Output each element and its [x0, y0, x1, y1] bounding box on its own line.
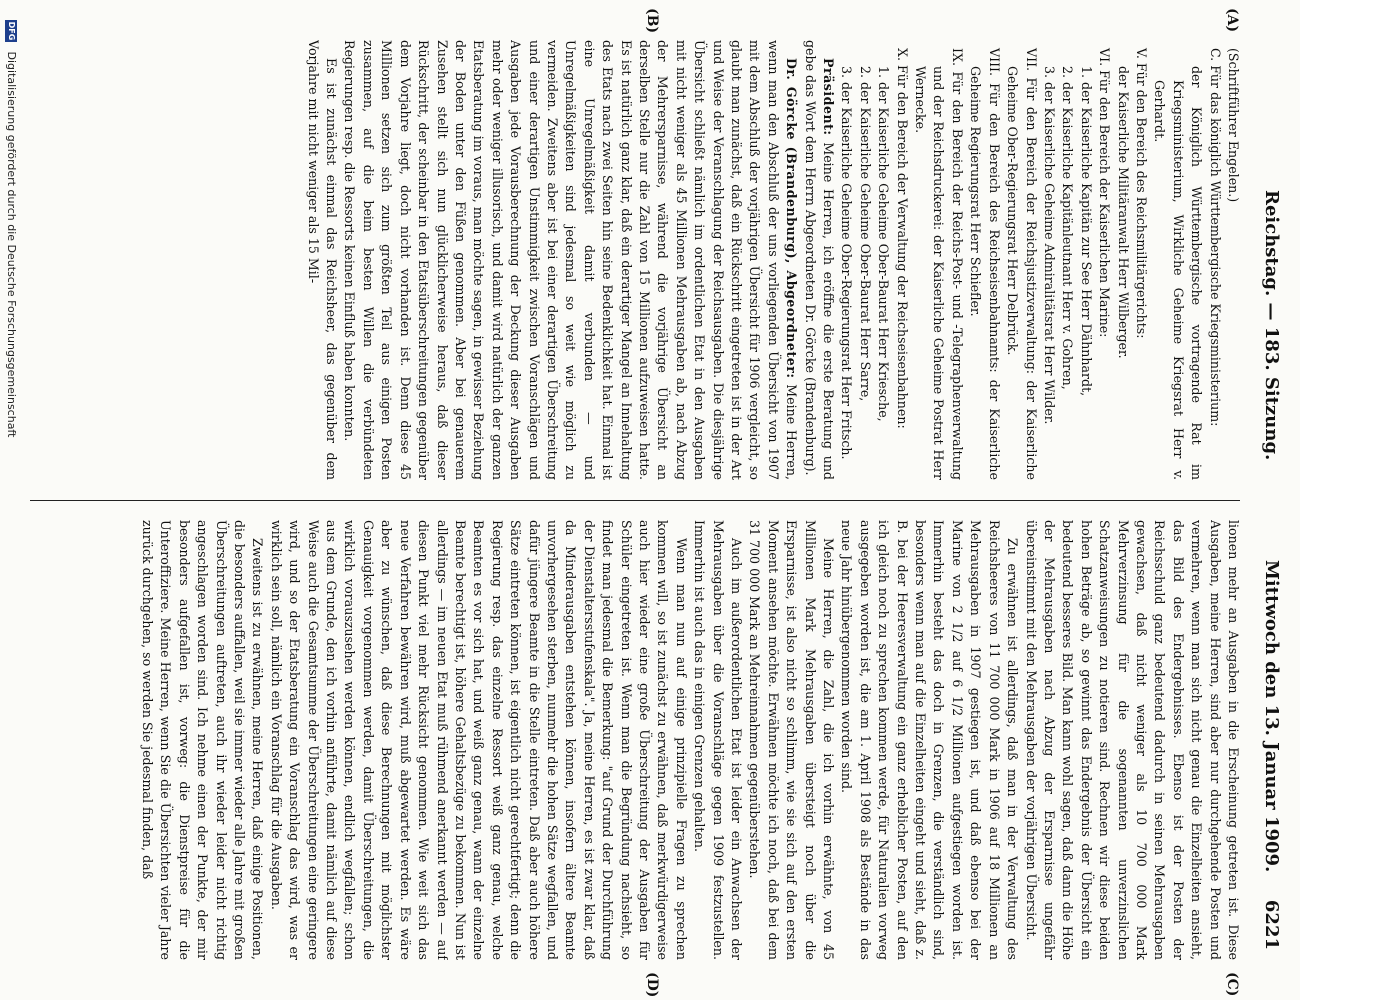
speech-paragraph: Auch im außerordentlichen Etat ist leider ein Anwachsen der Mehrausgaben über die Voranschläge gegen 1909 festzustellen. Immerhin ist auch das in einigen Grenzen gehalten. [692, 520, 745, 960]
page-number-right: 6221 [1261, 899, 1282, 950]
margin-letter-d: (D) [644, 972, 660, 998]
speech-paragraph: Zweitens ist zu erwähnen, meine Herren, daß einige Positionen, die besonders auffallen, weil sie immer wieder alle Jahre mit großen Überschreitungen auftreten, auch ihr wieder leider nicht richtig angeschlagen worden sind. Ich nehme einen der Punkte, der mir besonders aufgefallen ist, vorweg: die Dienstpreise für die Unteroffiziere. Meine Herren, wenn Sie die Übersichten vieler Jahre zurück durchgehen, so werden Sie jedesmal finden, daß [140, 520, 266, 960]
digitization-footer [2, 20, 18, 980]
speech-paragraph: Wenn man nun auf einige prinzipielle Fragen zu sprechen kommen will, so ist zunächst zu erwähnen, daß merkwürdigerweise auch hier wieder eine große Überschreitung der Ausgaben für Schüler eingetreten ist. Wenn man die Begründung nachsieht, so findet man jedesmal die Bemerkung: "auf Grund der Durchführung der Dienstaltersstufenskala". Ja, meine Herren, es ist zwar klar, daß da Minderausgaben entstehen können, insofern ältere Beamte unvorhergesehen sterben, nunmehr die hohen Sätze wegfallen, und dafür jüngere Beamte in die Stelle eintreten. Daß aber auch höhere Sätze eintreten können, ist eigentlich nicht gerechtfertigt; denn die Regierung resp. das einzelne Ressort weiß ganz genau, welche Beamten es vor sich hat, und weiß ganz genau, wann der einzelne Beamte berechtigt ist, höhere Gehaltsbezüge zu bekommen. Nun ist allerdings — im neuen Etat muß rühmend anerkannt werden — auf diesen Punkt viel mehr Rücksicht genommen. Wie weit sich das neue Verfahren bewähren wird, muß abgewartet werden. Es wäre aber zu wünschen, daß diese Berechnungen mit möglichster Genauigkeit vorgenommen werden, damit Überschreitungen, die wirklich vorauszusehen werden können, endlich wegfallen; schon aus dem Grunde, den ich vorhin anführte, damit nämlich auf diese Weise auch die Gesamtsumme der Überschreitungen eine geringere wird, und so der Etatsberatung ein Voranschlag das wird, was er wirklich sein soll, nämlich ein Voranschlag für die Ausgaben. [268, 520, 689, 960]
list-item: der Königlich Württembergische vortragende Rat im Kriegsministerium, Wirkliche Geheime Kriegsrat Herr v. Gerhardt. [1152, 66, 1205, 480]
list-item: 1. der Kaiserliche Kapitän zur See Herr Dähnhardt, [1078, 66, 1094, 397]
margin-letter-a: (A) [1224, 8, 1240, 33]
left-column [32, 40, 1242, 480]
list-item: 2. der Kaiserliche Kapitänleutnant Herr v. Gohren, [1060, 66, 1076, 390]
margin-letter-c: (C) [1224, 972, 1240, 997]
list-item: der Kaiserliche Militäranwalt Herr Wilberger. [1115, 66, 1131, 359]
margin-letter-b: (B) [644, 8, 660, 34]
column-divider [30, 500, 1240, 501]
list-item: IX. Für den Bereich der Reichs-Post- und -Telegraphenverwaltung und der Reichsdruckerei: der Kaiserliche Geheime Postrat Herr Wernecke. [913, 48, 965, 480]
speech-paragraph: Meine Herren, die Zahl, die ich vorhin erwähnte, von 45 Millionen Mark Mehrausgaben übersteigt noch über die Ersparnisse, ist also nicht so schlimm, wie sie sich auf den ersten Moment ansehen möchte. Erwähnen möchte ich noch, daß bei dem 31 700 000 Mark an Mehreinnahmen gegenüberstehen. [747, 520, 837, 960]
speaker-name: Präsident: [821, 58, 837, 136]
list-item: VI. Für den Bereich der Kaiserlichen Marine: [1097, 48, 1113, 338]
list-item: VIII. Für den Bereich des Reichseisenbahnamts: der Kaiserliche Geheime Regierungsrat Herr Schiefler. [968, 48, 1002, 480]
running-title-left: Reichstag. — 183. Sitzung. [1261, 190, 1282, 461]
right-column [32, 520, 1242, 960]
speech-paragraph: lionen mehr an Ausgaben in die Erscheinung getreten ist. Diese Ausgaben, meine Herren, sind aber nur durchgehende Posten und vermehren, wenn man sich nicht genau die Einzelheiten ansieht, das Bild des Endergebnisses. Ebenso ist der Posten der Reichsschuld ganz bedeutend dadurch in seinen Mehrausgaben gewachsen, daß nicht weniger als 10 700 000 Mark Mehrverzinsung für die sogenannten unverzinslichen Schatzanweisungen zu notieren sind. Rechnen wir diese beiden hohen Beträge ab, so gewinnt das Endergebnis der Übersicht ein bedeutend besseres Bild. Man kann wohl sagen, daß dann die Höhe der Mehrausgaben nach Abzug der Ersparnisse ungefähr übereinstimmt mit den Mehrausgaben der vorjährigen Übersicht. [1023, 520, 1241, 960]
list-item: 1. der Kaiserliche Geheime Ober-Baurat Herr Kriesche, [876, 66, 892, 422]
paragraph-text: Meine Herren, wenn man den Abschluß der uns vorliegenden Übersicht von 1907 mit dem Abschluß der vorjährigen Übersicht für 1906 vergleicht, so glaubt man zunächst, daß ein Rückschritt eingetreten ist in der Art und Weise der Veranschlagung der Reichsausgaben. Die diesjährige Übersicht schließt nämlich im ordentlichen Etat in den Ausgaben mit nicht weniger als 45 Millionen Mehrausgaben ab, nach Abzug der Mehrersparnisse, während die vorjährige Übersicht an derselben Stelle nur die Zahl von 15 Millionen aufzuweisen hatte. Es ist natürlich ganz klar, daß ein derartiger Mangel an Innehaltung des Etats nach zwei Seiten hin seine Bedenklichkeit hat. Einmal ist eine Unregelmäßigkeit damit verbunden — und Unregelmäßigkeiten sind jedesmal so weit wie möglich zu vermeiden. Zweitens aber ist bei einer derartigen Überschreitung und einer derartigen Unstimmigkeit zwischen Voranschlägen und Ausgaben jede Vorausberechnung der Deckung dieser Ausgaben mehr oder weniger illusorisch, und damit wird natürlich der ganzen Etatsberatung im voraus, man möchte sagen, in gewisser Beziehung der Boden unter den Füßen genommen. Aber bei genauerem Zusehen stellt sich nun glücklicherweise heraus, daß dieser Rückschritt, der scheinbar in den Etatsüberschreitungen gegenüber dem Vorjahre liegt, doch nicht vorhanden ist. Denn diese 45 Millionen setzen sich zum größten Teil aus einigen Posten zusammen, auf die beim besten Willen die verbündeten Regierungen resp. die Ressorts keinen Einfluß haben konnten. [342, 40, 800, 480]
list-item: 3. der Kaiserliche Geheime Ober-Regierungsrat Herr Fritsch. [839, 66, 855, 460]
list-item: V. Für den Bereich des Reichsmilitärgerichts: [1133, 48, 1149, 339]
list-item: VII. Für den Bereich der Reichsjustizverwaltung: der Kaiserliche Geheime Ober-Regierungsrat Herr Delbrück. [1005, 48, 1039, 480]
list-item: (Schriftführer Engelen.) [1226, 48, 1241, 203]
page-header [1252, 40, 1282, 960]
list-item: 2. der Kaiserliche Geheime Ober-Baurat Herr Sarre, [857, 66, 873, 402]
speech-paragraph [340, 40, 800, 480]
speech-paragraph: Zu erwähnen ist allerdings, daß man in der Verwaltung des Reichsheeres von 11 700 000 Mark in 1906 auf 18 Millionen an Mehrausgaben in 1907 gestiegen ist, und daß ebenso bei der Marine von 2 1/2 auf 6 1/2 Millionen aufgestiegen worden ist. Immerhin besteht das doch in Grenzen, die verständlich sind, besonders wenn man auf die Einzelheiten eingeht und sieht, daß z. B. bei der Heeresverwaltung ein ganz erheblicher Posten, auf den ich gleich noch zu sprechen kommen werde, für Naturalien vorweg ausgegeben worden ist, die am 1. April 1908 als Bestände in das neue Jahr hinübergenommen worden sind. [839, 520, 1021, 960]
list-item: X. Für den Bereich der Verwaltung der Reichseisenbahnen: [894, 48, 910, 429]
list-item: C. Für das königlich Württembergische Kriegsministerium: [1207, 48, 1223, 427]
dfg-logo: DFG [7, 21, 16, 41]
footer-text: Digitalisierung gefördert durch die Deutsche Forschungsgemeinschaft [5, 51, 18, 438]
statement-text: Meine Herren, ich eröffne die erste Beratung und gebe das Wort dem Herrn Abgeordneten Dr. Görcke (Brandenburg). [802, 40, 837, 480]
running-title-right: Mittwoch den 13. Januar 1909. [1261, 560, 1282, 873]
speaker-name: Dr. Görcke (Brandenburg), Abgeordneter: [784, 58, 800, 379]
list-item: 3. der Kaiserliche Geheime Admiralitätsrat Herr Wilder. [1041, 66, 1057, 425]
president-statement [800, 40, 837, 480]
speech-paragraph: Es ist zunächst einmal das Reichsheer, das gegenüber dem Vorjahre mit nicht weniger als 15 Mil- [305, 40, 340, 480]
